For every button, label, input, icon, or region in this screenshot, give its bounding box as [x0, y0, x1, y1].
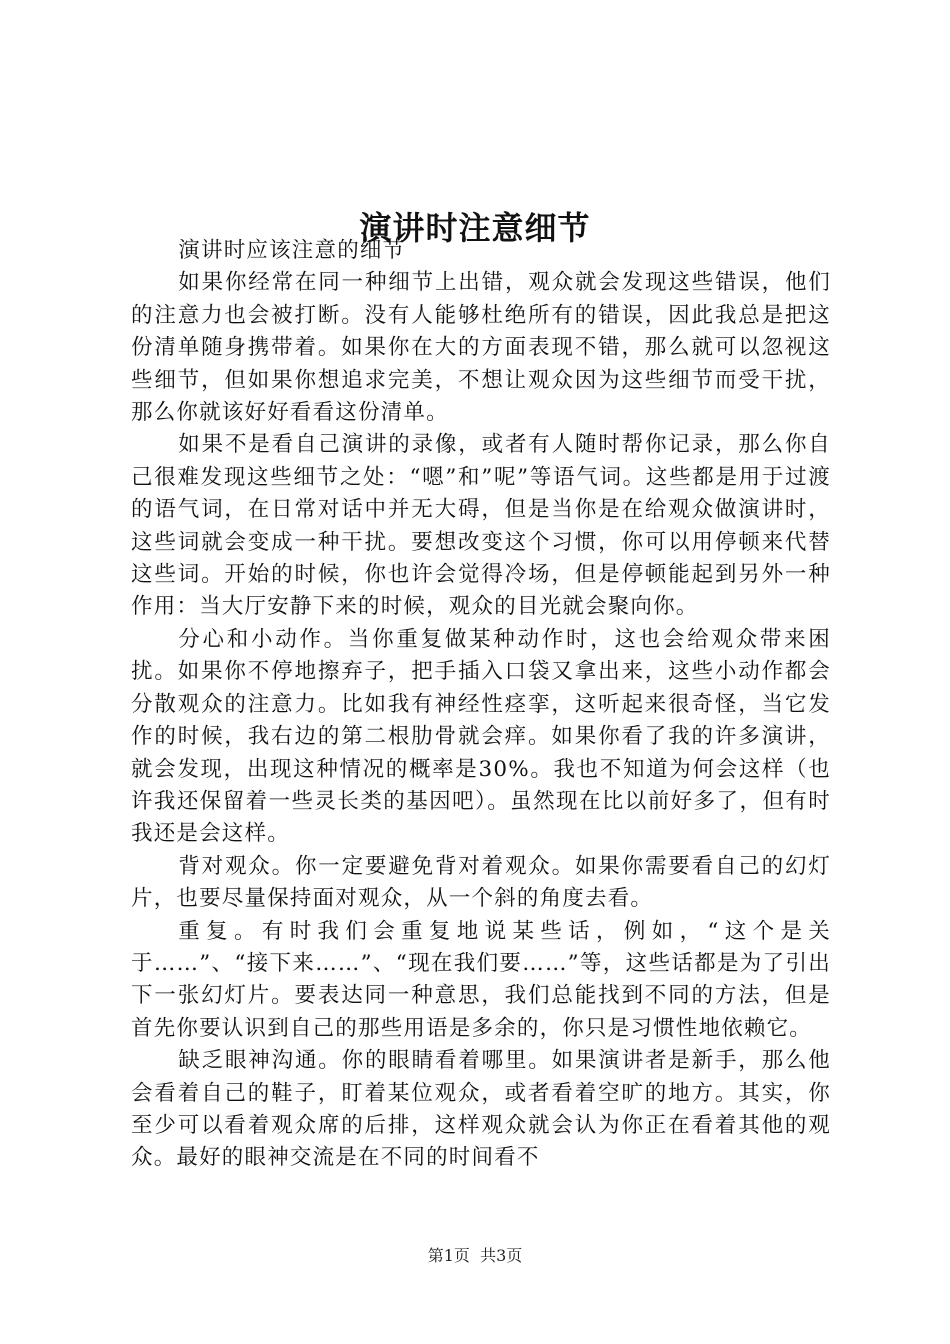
paragraph: 如果你经常在同一种细节上出错，观众就会发现这些错误，他们的注意力也会被打断。没有人能够杜绝所有的错误，因此我总是把这份清单随身携带着。如果你在大的方面表现不错，那么就可以忽视这些细节，但如果你想追求完美，不想让观众因为这些细节而受干扰，那么你就该好好看看这份清单。 [131, 270, 831, 426]
paragraph: 缺乏眼神沟通。你的眼睛看着哪里。如果演讲者是新手，那么他会看着自己的鞋子，盯着某位观众，或者看着空旷的地方。其实，你至少可以看着观众席的后排，这样观众就会认为你正在看着其他的观众。最好的眼神交流是在不同的时间看不 [131, 1048, 831, 1171]
page-number: 第1页 [427, 1246, 470, 1265]
document-body [131, 235, 831, 1175]
page-total: 共3页 [480, 1246, 523, 1265]
paragraph: 如果不是看自己演讲的录像，或者有人随时帮你记录，那么你自己很难发现这些细节之处：“嗯”和”呢”等语气词。这些都是用于过渡的语气词，在日常对话中并无大碍，但是当你是在给观众做演讲时，这些词就会变成一种干扰。要想改变这个习惯，你可以用停顿来代替这些词。开始的时候，你也许会觉得冷场，但是停顿能起到另外一种作用：当大厅安静下来的时候，观众的目光就会聚向你。 [131, 432, 831, 620]
paragraph-subtitle: 演讲时应该注意的细节 [178, 238, 406, 263]
paragraph: 重复。有时我们会重复地说某些话，例如，“这个是关于……”、“接下来……”、“现在我们要……”等，这些话都是为了引出下一张幻灯片。要表达同一种意思，我们总能找到不同的方法，但是首先你要认识到自己的那些用语是多余的，你只是习惯性地依赖它。 [131, 918, 831, 1041]
paragraph: 背对观众。你一定要避免背对着观众。如果你需要看自己的幻灯片，也要尽量保持面对观众，从一个斜的角度去看。 [131, 853, 831, 912]
document-title: 演讲时注意细节 [359, 209, 591, 248]
paragraph: 分心和小动作。当你重复做某种动作时，这也会给观众带来困扰。如果你不停地擦弃子，把手插入口袋又拿出来，这些小动作都会分散观众的注意力。比如我有神经性痉挛，这听起来很奇怪，当它发作的时候，我右边的第二根肋骨就会痒。如果你看了我的许多演讲，就会发现，出现这种情况的概率是30%。我也不知道为何会这样（也许我还保留着一些灵长类的基因吧）。虽然现在比以前好多了，但有时我还是会这样。 [131, 626, 831, 847]
page-footer [0, 1244, 950, 1268]
